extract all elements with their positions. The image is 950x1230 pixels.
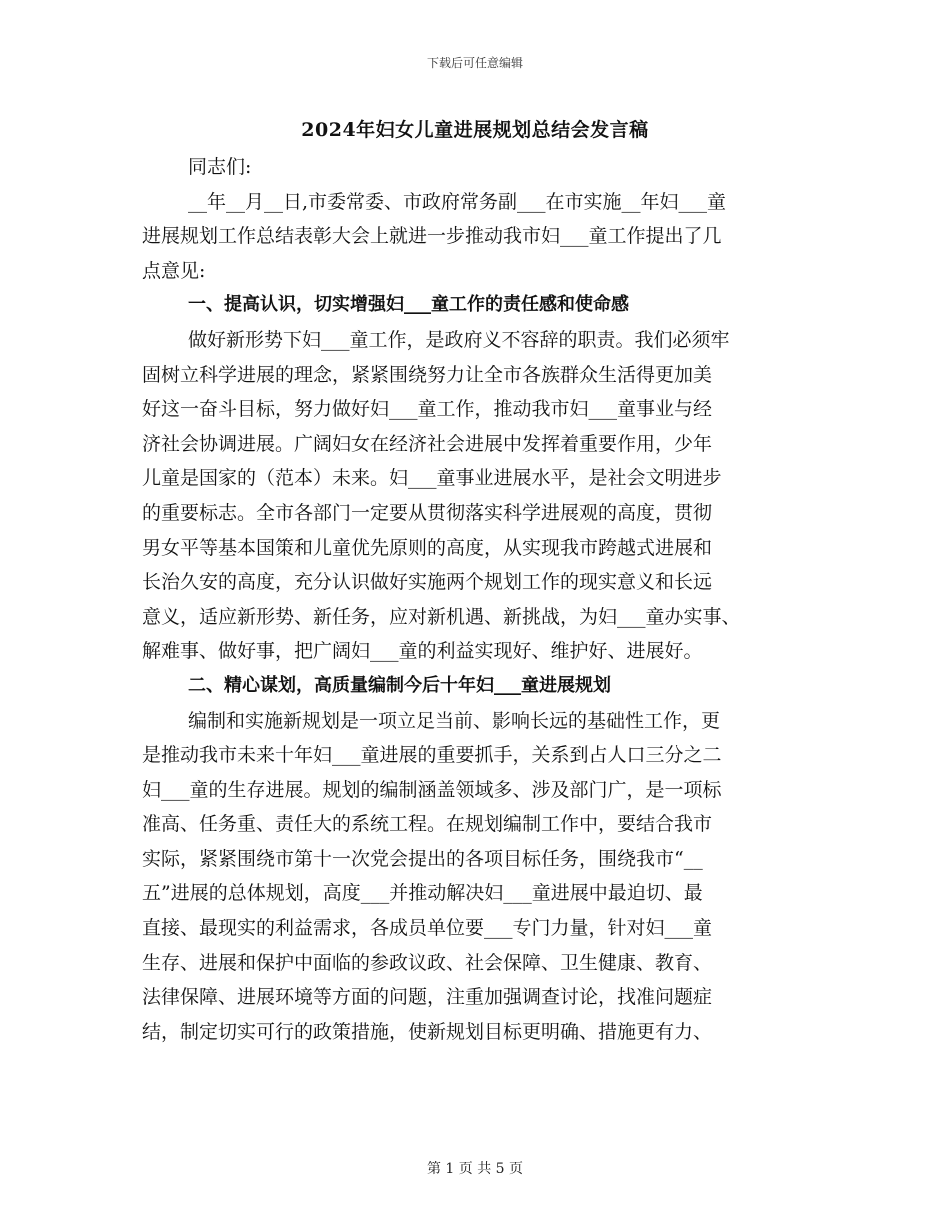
- paragraph-line: 儿童是国家的（范本）未来。妇___童事业进展水平，是社会文明进步: [142, 467, 722, 490]
- paragraph-line: 长治久安的高度，充分认识做好实施两个规划工作的现实意义和长远: [142, 571, 713, 594]
- paragraph-line: 解难事、做好事，把广阔妇___童的利益实现好、维护好、进展好。: [142, 640, 703, 663]
- document-body: [142, 150, 822, 1049]
- paragraph-line: 同志们:: [188, 156, 252, 178]
- paragraph-line: 进展规划工作总结表彰大会上就进一步推动我市妇___童工作提出了几: [142, 225, 722, 248]
- page-number: 第 1 页 共 5 页: [426, 1161, 524, 1177]
- section-heading: 一、提高认识，切实增强妇___童工作的责任感和使命感: [188, 294, 629, 316]
- paragraph-line: 是推动我市未来十年妇___童进展的重要抓手，关系到占人口三分之二: [142, 744, 722, 767]
- paragraph-line: 妇___童的生存进展。规划的编制涵盖领域多、涉及部门广，是一项标: [142, 778, 722, 801]
- paragraph-line: 五”进展的总体规划，高度___并推动解决妇___童进展中最迫切、最: [142, 882, 703, 905]
- paragraph-line: 意义，适应新形势、新任务，应对新机遇、新挑战，为妇___童办实事、: [142, 605, 741, 628]
- paragraph-line: 准高、任务重、责任大的系统工程。在规划编制工作中，要结合我市: [142, 813, 713, 836]
- paragraph-line: 实际，紧紧围绕市第十一次党会提出的各项目标任务，围绕我市“__: [142, 847, 703, 870]
- paragraph-line: 点意见:: [142, 259, 206, 282]
- paragraph-line: 编制和实施新规划是一项立足当前、影响长远的基础性工作，更: [188, 709, 721, 732]
- paragraph-line: 济社会协调进展。广阔妇女在经济社会进展中发挥着重要作用，少年: [142, 432, 713, 455]
- paragraph-line: 法律保障、进展环境等方面的问题，注重加强调查讨论，找准问题症: [142, 986, 713, 1009]
- paragraph-line: 的重要标志。全市各部门一定要从贯彻落实科学进展观的高度，贯彻: [142, 501, 713, 524]
- paragraph-line: 生存、进展和保护中面临的参政议政、社会保障、卫生健康、教育、: [142, 951, 713, 974]
- paragraph-line: 好这一奋斗目标，努力做好妇___童工作，推动我市妇___童事业与经: [142, 398, 713, 421]
- paragraph-line: 直接、最现实的利益需求，各成员单位要___专门力量，针对妇___童: [142, 917, 713, 940]
- paragraph-line: 做好新形势下妇___童工作，是政府义不容辞的职责。我们必须牢: [188, 328, 730, 351]
- document-title: 2024年妇女儿童进展规划总结会发言稿: [301, 119, 649, 141]
- paragraph-line: __年__月__日,市委常委、市政府常务副___在市实施__年妇___童: [188, 190, 727, 213]
- section-heading: 二、精心谋划，高质量编制今后十年妇___童进展规划: [188, 674, 611, 696]
- paragraph-line: 固树立科学进展的理念，紧紧围绕努力让全市各族群众生活得更加美: [142, 363, 713, 386]
- header-note: 下载后可任意编辑: [426, 56, 523, 70]
- paragraph-line: 男女平等基本国策和儿童优先原则的高度，从实现我市跨越式进展和: [142, 536, 713, 559]
- paragraph-line: 结，制定切实可行的政策措施，使新规划目标更明确、措施更有力、: [142, 1020, 713, 1043]
